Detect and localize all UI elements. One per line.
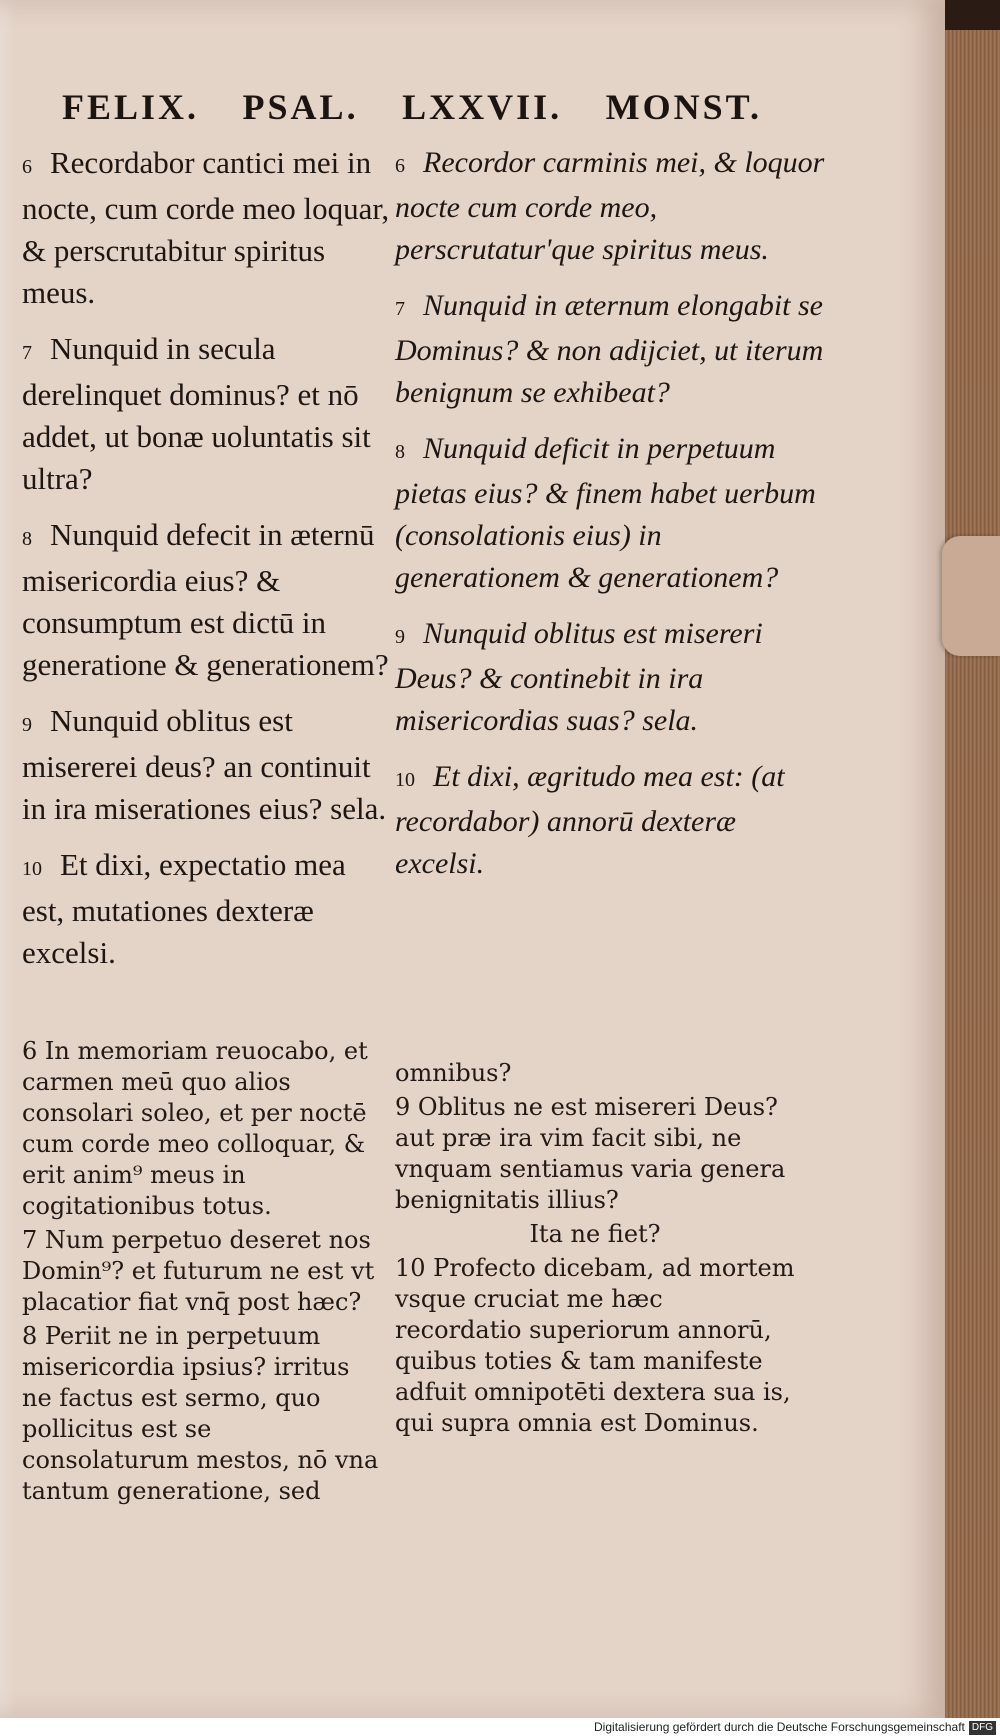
verse-number: 6: [22, 156, 32, 178]
right-verse: [395, 285, 825, 414]
verse-text: Nunquid in æternum elongabit se Dominus? & non adijciet, ut iterum benignum se exhibeat?: [395, 289, 824, 409]
commentary-note: omnibus?: [395, 1059, 512, 1087]
left-verse: [22, 328, 392, 500]
digitization-footer: [0, 1718, 1000, 1736]
verse-number: 8: [395, 441, 405, 463]
verse-text: Et dixi, ægritudo mea est: (at recordabor) annorū dexteræ excelsi.: [395, 760, 785, 880]
left-verse: [22, 142, 392, 314]
bookmark-tab: [942, 536, 1000, 656]
left-verse: [22, 514, 392, 686]
right-verse: [395, 428, 825, 599]
verse-number: 7: [22, 342, 32, 364]
left-verse: [22, 700, 392, 830]
verse-number: 8: [22, 528, 32, 550]
page-edge: [945, 30, 1000, 1718]
commentary-note: Ita ne fiet?: [529, 1220, 661, 1248]
running-head: [62, 86, 762, 126]
verse-text: Recordor carminis mei, & loquor nocte cum corde meo, perscrutatur'que spiritus meus.: [395, 146, 825, 266]
commentary-note: 10 Profecto dicebam, ad mortem vsque cruciat me hæc recordatio superiorum annorū, quibus toties & tam manifeste adfuit omnipotēti dextera sua is, qui supra omnia est Dominus.: [395, 1254, 795, 1437]
verse-number: 10: [22, 858, 42, 880]
verse-text: Nunquid in secula derelinquet dominus? et nō addet, ut bonæ uoluntatis sit ultra?: [22, 331, 371, 496]
verse-text: Et dixi, expectatio mea est, mutationes dexteræ excelsi.: [22, 847, 346, 970]
left-verse: [22, 844, 392, 974]
running-head-number: LXXVII.: [402, 87, 563, 127]
commentary-note: 9 Oblitus ne est misereri Deus? aut præ ira vim facit sibi, ne vnquam sentiamus varia genera benignitatis illius?: [395, 1093, 786, 1214]
verse-text: Nunquid deficit in perpetuum pietas eius? & finem habet uerbum (consolationis eius) in generationem & generationem?: [395, 432, 816, 594]
verse-number: 9: [22, 714, 32, 736]
verse-text: Nunquid oblitus est misererei deus? an continuit in ira miserationes eius? sela.: [22, 703, 387, 826]
right-commentary: [395, 1058, 795, 1442]
verse-number: 7: [395, 298, 405, 320]
verse-text: Recordabor cantici mei in nocte, cum corde meo loquar, & perscrutabitur spiritus meus.: [22, 145, 390, 310]
commentary-note: 8 Periit ne in perpetuum misericordia ipsius? irritus ne factus est sermo, quo pollicitus est se consolaturum mestos, nō vna tantum generatione, sed: [22, 1322, 379, 1505]
verse-number: 10: [395, 769, 415, 791]
dfg-logo: DFG: [969, 1721, 996, 1735]
verse-text: Nunquid defecit in æternū misericordia eius? & consumptum est dictū in generatione & generationem?: [22, 517, 389, 682]
right-verse: [395, 613, 825, 742]
verse-number: 9: [395, 626, 405, 648]
commentary-note: 7 Num perpetuo deseret nos Domin⁹? et futurum ne est vt placatior fiat vnq̄ post hæc?: [22, 1226, 375, 1316]
left-commentary: [22, 1036, 382, 1510]
commentary-note: 6 In memoriam reuocabo, et carmen meū quo alios consolari soleo, et per noctē cum corde meo colloquar, & erit anim⁹ meus in cogitationibus totus.: [22, 1037, 368, 1220]
running-head-right: MONST.: [605, 87, 762, 127]
left-column-verses: [22, 142, 392, 988]
footer-text: Digitalisierung gefördert durch die Deutsche Forschungsgemeinschaft: [594, 1720, 965, 1734]
running-head-left: FELIX.: [62, 87, 200, 127]
verse-number: 6: [395, 155, 405, 177]
right-verse: [395, 756, 825, 885]
right-column-verses: [395, 142, 825, 899]
right-verse: [395, 142, 825, 271]
verse-text: Nunquid oblitus est misereri Deus? & continebit in ira misericordias suas? sela.: [395, 617, 763, 737]
running-head-psalm: PSAL.: [242, 87, 359, 127]
